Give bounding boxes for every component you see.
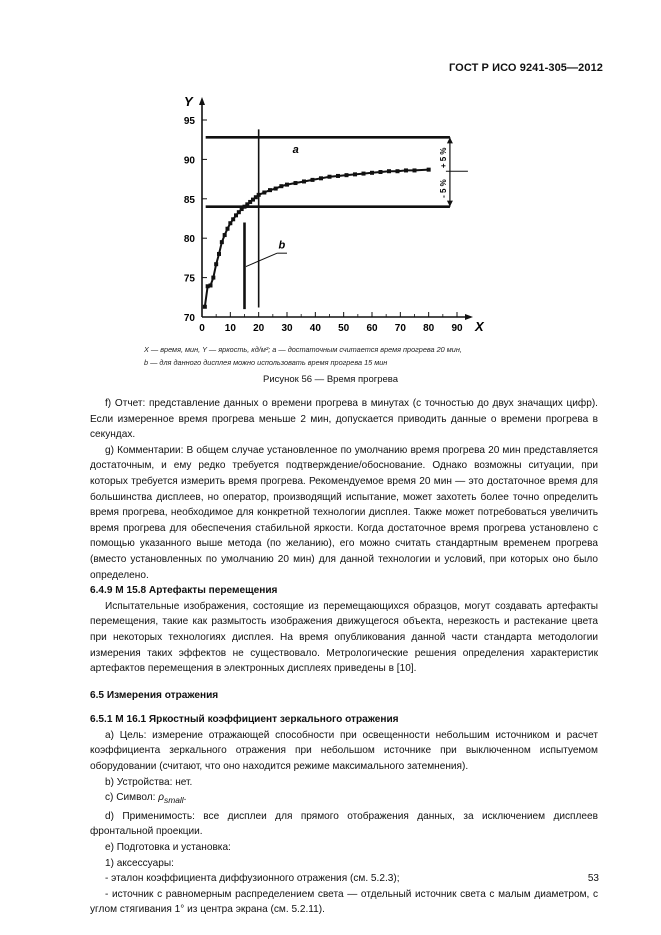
page-number: 53 — [587, 873, 599, 884]
x-axis-label: X — [475, 319, 484, 334]
data-point — [203, 305, 207, 309]
document-code: ГОСТ Р ИСО 9241-305—2012 — [448, 62, 603, 74]
y-axis-label: Y — [184, 94, 193, 109]
x-tick-label: 30 — [281, 323, 293, 334]
y-tick-label: 70 — [183, 313, 195, 324]
data-point — [311, 178, 315, 182]
data-point — [404, 168, 408, 172]
para-c — [90, 790, 598, 809]
x-tick-label: 0 — [199, 323, 205, 334]
heading-651: 6.5.1 М 16.1 Яркостный коэффициент зеркального отражения — [90, 714, 399, 726]
figure-caption: Рисунок 56 — Время прогрева — [263, 374, 398, 385]
data-point — [294, 181, 298, 185]
data-point — [231, 217, 235, 221]
luminance-curve — [205, 170, 429, 307]
data-point — [211, 276, 215, 280]
figure-note-line2: b — для данного дисплея можно использовать время прогрева 15 мин — [144, 358, 388, 367]
para-f: f) Отчет: представление данных о времени прогрева в минутах (с точностью до двух значащих цифр). Если измеренное время прогрева меньше 2 мин, допускается приводить данные о времени прогрева в секундах. — [90, 398, 598, 441]
data-point — [223, 233, 227, 237]
data-point — [214, 262, 218, 266]
data-point — [319, 176, 323, 180]
para-e1b: - источник с равномерным распределением света — отдельный источник света с малым диаметром, с углом стягивания 1° из центра экрана (см. 5.2.11). — [90, 888, 598, 916]
data-point — [279, 184, 283, 188]
data-point — [427, 168, 431, 172]
y-tick-label: 80 — [183, 234, 195, 246]
para-b: b) Устройства: нет. — [105, 776, 193, 788]
para-c-prefix: с) Символ: — [105, 792, 156, 804]
data-point — [226, 227, 230, 231]
para-e1: 1) аксессуары: — [105, 857, 174, 869]
para-a: а) Цель: измерение отражающей способности при освещенности небольшим источником и расчет коэффициента зеркального отражения при небольшом источнике при выключенном испытуемом оборудовании (считают, что оно находится режиме максимального затемнения). — [90, 729, 598, 773]
data-point — [413, 168, 417, 172]
data-point — [274, 187, 278, 191]
rho-symbol: ρ — [158, 792, 165, 804]
data-point — [217, 252, 221, 256]
y-tick-label: 75 — [183, 273, 195, 285]
data-point — [220, 240, 224, 244]
para-649: Испытательные изображения, состоящие из перемещающихся образцов, могут создавать артефакты перемещения, такие как размытость изображения движущегося объекта, нерезкость и растекание цвета при некоторых технологиях дисплея. На время опубликования данной части стандарта методологии измерения таких эффектов не существовало. Метрологические решения определения характеристик артефактов перемещения в электронных дисплеях приведены в [10]. — [90, 600, 598, 675]
data-point — [209, 283, 213, 287]
annotation-b: b — [278, 239, 286, 252]
para-e1a: - эталон коэффициента диффузионного отражения (см. 5.2.3); — [105, 873, 400, 885]
data-point — [362, 172, 366, 176]
y-tick-label: 90 — [183, 155, 195, 167]
x-axis-arrow — [465, 314, 473, 320]
data-point — [328, 175, 332, 179]
x-tick-label: 50 — [338, 323, 350, 334]
data-point — [387, 169, 391, 173]
annotation-a: a — [292, 144, 299, 157]
y-tick-label: 85 — [183, 194, 195, 206]
chart-series — [203, 168, 431, 309]
para-g: g) Комментарии: В общем случае установленное по умолчанию время прогрева 20 мин представляется достаточным, и ему редко требуется подтверждение/обоснование. Однако возможны ситуации, при которых требуется измерить время прогрева. Рекомендуемое время 20 мин — это достаточное время для большинства дисплеев, но оператор, производящий испытание, может захотеть более точно определить время прогрева, необходимое для конкретной технологии дисплея. Также может потребоваться увеличить время прогрева для обеспечения стабильной яркости. Когда достаточное время прогрева установлено с помощью указанного выше метода (по желанию), его можно считать стандартным временем прогрева (вместо установленных по умолчанию 20 мин) для данной технологии и условий, при которых оно было определено. — [90, 444, 598, 581]
chart-labels — [184, 94, 485, 334]
data-point — [257, 193, 261, 197]
y-tick-label: 95 — [183, 116, 195, 127]
para-d: d) Применимость: все дисплеи для прямого отображения данных, за исключением дисплеев фронтальной проекции. — [90, 810, 598, 838]
x-tick-label: 10 — [224, 323, 236, 334]
data-point — [268, 188, 272, 192]
figure-note-line1: X — время, мин, Y — яркость, кд/м²; a — достаточным считается время прогрева 20 мин, — [144, 345, 462, 354]
data-point — [336, 174, 340, 178]
x-tick-label: 20 — [253, 323, 265, 334]
x-tick-label: 60 — [366, 323, 378, 334]
rho-subscript: small — [164, 795, 184, 806]
data-point — [370, 171, 374, 175]
data-point — [396, 169, 400, 173]
data-point — [353, 172, 357, 176]
annotation-b-leader — [246, 253, 277, 266]
para-e: е) Подготовка и установка: — [105, 842, 231, 854]
heading-65: 6.5 Измерения отражения — [90, 689, 219, 701]
data-point — [262, 190, 266, 194]
body-text — [90, 396, 598, 918]
chart-lines — [206, 129, 468, 309]
minus5-label: - 5 % — [438, 179, 448, 198]
data-point — [379, 170, 383, 174]
plus5-label: + 5 % — [438, 147, 448, 169]
x-tick-label: 40 — [309, 323, 321, 334]
x-tick-label: 90 — [451, 323, 463, 334]
data-point — [302, 179, 306, 183]
heading-649: 6.4.9 М 15.8 Артефакты перемещения — [90, 585, 278, 597]
data-point — [228, 221, 232, 225]
y-axis-arrow — [199, 97, 205, 105]
warmup-chart — [0, 0, 661, 340]
figure-note — [144, 343, 564, 369]
x-tick-label: 70 — [394, 323, 406, 334]
x-tick-label: 80 — [423, 323, 435, 334]
data-point — [285, 183, 289, 187]
para-c-suffix: . — [183, 792, 187, 804]
data-point — [345, 173, 349, 177]
